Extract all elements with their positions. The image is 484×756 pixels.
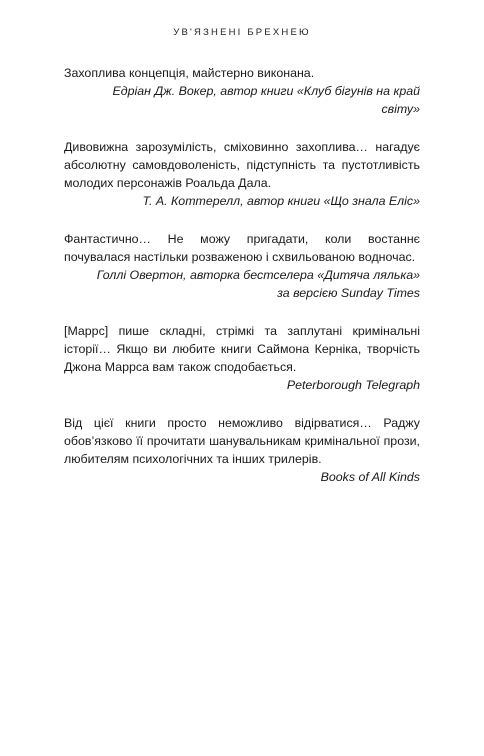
blurb-overton <box>64 230 420 302</box>
blurb-attribution-cont: за версією Sunday Times <box>277 286 420 300</box>
blurb-attribution: Peterborough Telegraph <box>286 378 420 392</box>
blurb-quote: Фантастично… Не можу пригадати, коли востаннє почувалася настільки розваженою і схвильованою водночас. <box>64 232 420 264</box>
blurb-attribution: Т. А. Коттерелл, автор книги «Що знала Еліс» <box>142 194 420 208</box>
praise-section <box>64 64 420 506</box>
running-header: УВ'ЯЗНЕНІ БРЕХНЕЮ <box>173 27 311 38</box>
blurb-quote: Захоплива концепція, майстерно виконана. <box>64 66 315 80</box>
blurb-peterborough <box>64 322 420 394</box>
blurb-walker <box>64 64 420 118</box>
blurb-books-of-all-kinds <box>64 414 420 486</box>
blurb-attribution: Books of All Kinds <box>320 470 420 484</box>
blurb-attribution-cont: світу» <box>381 102 420 116</box>
blurb-attribution: Едріан Дж. Вокер, автор книги «Клуб бігунів на край <box>112 84 420 98</box>
blurb-quote: Від цієї книги просто неможливо відірватися… Раджу обов’язково її прочитати шанувальникам кримінальної прози, любителям психологічних та інших трилерів. <box>64 416 420 466</box>
blurb-attribution: Голлі Овертон, авторка бестселера «Дитяча лялька» <box>96 268 420 282</box>
blurb-cotterell <box>64 138 420 210</box>
blurb-quote: [Маррс] пише складні, стрімкі та заплутані кримінальні історії… Якщо ви любите книги Саймона Керніка, творчість Джона Маррса вам також сподобається. <box>64 324 420 374</box>
blurb-quote: Дивовижна зарозумілість, сміховинно захоплива… нагадує абсолютну самовдоволеність, підступність та пустотливість молодих персонажів Роальда Дала. <box>64 140 420 190</box>
